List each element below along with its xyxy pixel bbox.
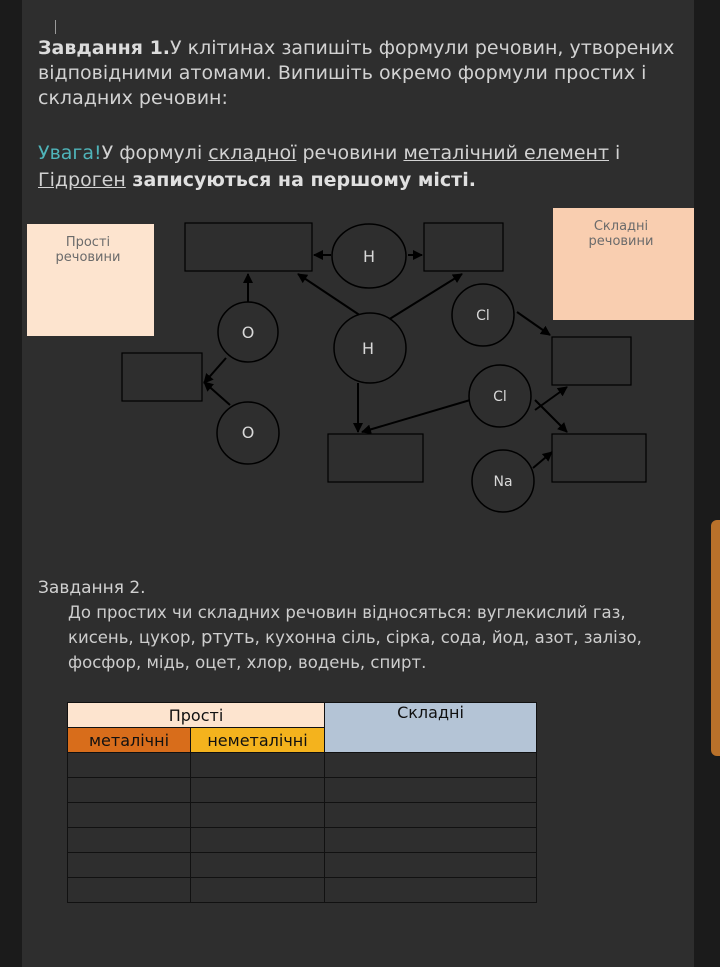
task2-text-before: До простих чи складних речовин відносяться: вуглекислий газ, кисень, цукор, <box>68 603 626 647</box>
arrow-na-to-cell <box>533 452 552 468</box>
warning-block <box>38 140 694 194</box>
warning-bold: записуються на першому місті. <box>125 169 476 191</box>
arrow-cl-to-cell <box>517 312 550 335</box>
header-nonmetals: неметалічні <box>191 728 325 753</box>
metal-cell[interactable] <box>68 778 191 803</box>
task2-title: Завдання 2. <box>38 578 146 598</box>
answer-cell-h-cl[interactable] <box>552 337 631 385</box>
simple-box-label-1: Прості <box>65 235 111 250</box>
task1-number: Завдання 1. <box>38 37 171 59</box>
text-cursor <box>55 20 56 34</box>
atom-na: Na <box>493 474 513 490</box>
atom-cl-top: Cl <box>476 308 490 324</box>
nonmetal-cell[interactable] <box>191 753 325 778</box>
header-simple: Прості <box>68 703 325 728</box>
atom-h-mid: H <box>361 339 375 358</box>
answer-cell-o-o[interactable] <box>122 353 202 401</box>
arrow-o-bottom-to-cell <box>204 382 230 405</box>
complex-cell[interactable] <box>325 753 537 778</box>
complex-cell[interactable] <box>325 778 537 803</box>
answer-cell-h-h[interactable] <box>424 223 503 271</box>
atom-h-top: H <box>362 247 376 266</box>
answer-cell-h-cl-2[interactable] <box>328 434 423 482</box>
atom-o-bottom: O <box>241 423 255 442</box>
task2-text <box>68 600 688 675</box>
complex-box-label-1: Складні <box>593 219 649 234</box>
nonmetal-cell[interactable] <box>191 853 325 878</box>
simple-box-label-2: речовини <box>55 250 121 265</box>
side-scroll-tab[interactable] <box>711 520 720 756</box>
arrow-cl-down-right <box>535 400 567 432</box>
header-complex: Складні <box>325 703 537 753</box>
warning-text-3: і <box>609 142 621 164</box>
complex-cell[interactable] <box>325 828 537 853</box>
metal-cell[interactable] <box>68 753 191 778</box>
table-body <box>68 753 537 903</box>
arrow-o-top-to-cell <box>204 358 226 383</box>
complex-cell[interactable] <box>325 853 537 878</box>
warning-text-1: У формулі <box>101 142 209 164</box>
atom-diagram <box>22 200 694 520</box>
complex-cell[interactable] <box>325 803 537 828</box>
task1-line-1: У клітинах запишіть формули речовин, утворених <box>170 37 675 59</box>
warning-link-complex[interactable]: складної <box>208 142 297 164</box>
table-row <box>68 753 537 778</box>
table-row <box>68 828 537 853</box>
task2-text-mercury: ртуть <box>200 627 255 648</box>
worksheet-page <box>22 0 694 967</box>
metal-cell[interactable] <box>68 828 191 853</box>
answer-cell-h-o[interactable] <box>185 223 312 271</box>
task2-text-after: , кухонна сіль, сірка, сода, йод, азот, залізо, фосфор, мідь, оцет, хлор, водень, спирт. <box>68 628 642 672</box>
complex-cell[interactable] <box>325 878 537 903</box>
task1-block <box>38 36 694 111</box>
header-metals: металічні <box>68 728 191 753</box>
warning-label: Увага! <box>38 142 102 164</box>
task1-line-2: відповідними атомами. Випишіть окремо формули простих і <box>38 62 647 84</box>
arrow-h-to-right-cell <box>388 274 462 320</box>
metal-cell[interactable] <box>68 803 191 828</box>
nonmetal-cell[interactable] <box>191 878 325 903</box>
metal-cell[interactable] <box>68 878 191 903</box>
table-row <box>68 853 537 878</box>
complex-box-label-2: речовини <box>588 234 654 249</box>
warning-link-metal[interactable]: металічний елемент <box>403 142 610 164</box>
atom-o-top: O <box>241 323 255 342</box>
atom-cl-mid: Cl <box>493 389 507 405</box>
nonmetal-cell[interactable] <box>191 778 325 803</box>
nonmetal-cell[interactable] <box>191 828 325 853</box>
table-row <box>68 778 537 803</box>
arrow-cl-up-right <box>535 387 567 410</box>
table-row <box>68 803 537 828</box>
answer-cell-na-cl[interactable] <box>552 434 646 482</box>
metal-cell[interactable] <box>68 853 191 878</box>
task1-line-3: складних речовин: <box>38 87 228 109</box>
table-row <box>68 878 537 903</box>
warning-text-2: речовини <box>296 142 404 164</box>
nonmetal-cell[interactable] <box>191 803 325 828</box>
substances-table <box>67 702 537 903</box>
arrow-cl-to-bottom-cell <box>362 398 477 432</box>
warning-link-hydrogen[interactable]: Гідроген <box>38 169 126 191</box>
